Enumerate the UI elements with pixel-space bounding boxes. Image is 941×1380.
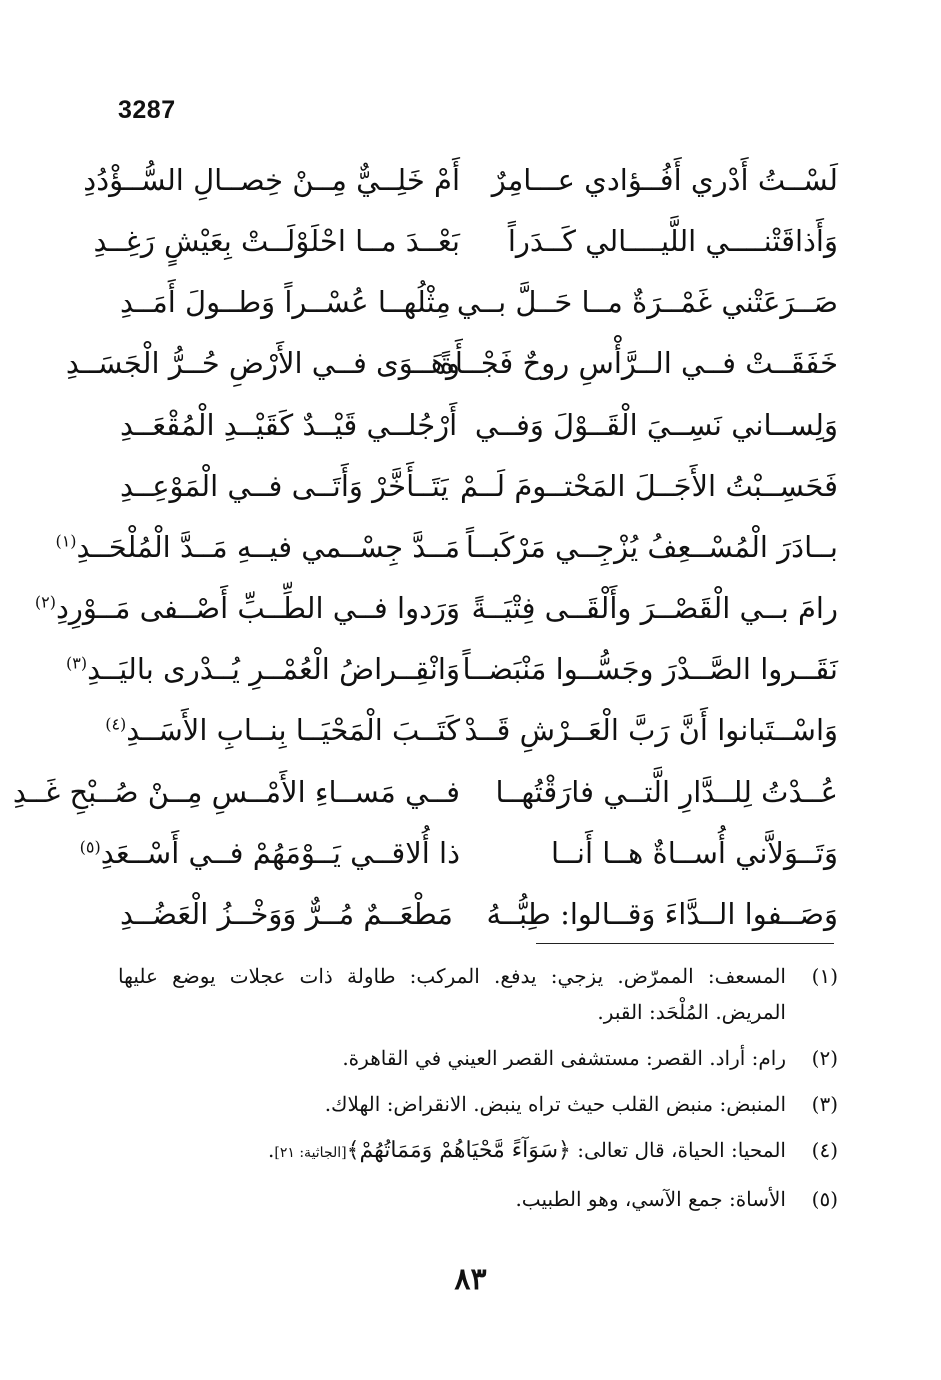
second-hemistich <box>120 284 460 322</box>
first-hemistich: وَلِســاني نَسِــيَ الْقَــوْلَ وَفــي <box>474 407 838 442</box>
footnote-divider <box>536 943 834 944</box>
footnote-ref: (٢) <box>34 592 57 612</box>
footnote-number: (٤) <box>811 1138 838 1162</box>
footnote-ref: (١) <box>55 531 77 551</box>
verse <box>105 701 838 762</box>
first-hemistich: صَــرَعَتْني غَمْــرَةٌ مــا حَــلَّ بــي <box>456 285 838 320</box>
second-hemistich <box>83 162 460 200</box>
hemistich-text: مَطْعَــمٌ مُــرٌّ وَوَخْــزُ الْعَضُــدِ <box>120 897 453 931</box>
footnote-number: (٥) <box>811 1187 838 1211</box>
verse <box>55 517 838 578</box>
second-hemistich <box>120 896 460 934</box>
hemistich-text: مِثْلُهــا عُسْــراً وَطــولَ أَمَــدِ <box>120 285 451 320</box>
second-hemistich <box>34 590 460 628</box>
second-hemistich <box>65 345 460 383</box>
hemistich-text: وَرَدوا فــي الطِّــبِّ أَصْــفى مَــوْرِدِ <box>56 591 460 626</box>
verse <box>79 823 838 884</box>
footnote <box>118 1040 838 1076</box>
hemistich-text: يَتَــأَخَّرْ وَأَتَــى فــي الْمَوْعِــدِ <box>120 468 449 503</box>
verse <box>120 395 838 456</box>
first-hemistich: وَتَــوَلاَّني أُســاةٌ هــا أَنــا <box>551 835 838 870</box>
footnotes <box>118 958 838 1227</box>
verse <box>65 334 838 395</box>
hemistich-text: أَرْجُلــي قَيْــدٌ كَقَيْــدِ الْمُقْعَــدِ <box>120 407 458 442</box>
footnote-text-before: المحيا: الحياة، قال تعالى: <box>570 1138 786 1162</box>
footnote-number: (٣) <box>811 1092 838 1116</box>
hemistich-text: كَتَــبَ الْمَحْيَــا بِنــابِ الأَسَــدِ <box>126 713 460 748</box>
first-hemistich: عُــدْتُ لِلــدَّارِ الَّتــي فارَقْتُهــا <box>495 774 838 809</box>
hemistich-text: مَــدَّ جِسْــمي فيــهِ مَــدَّ الْمُلْحَــدِ <box>76 529 460 564</box>
second-hemistich <box>65 651 460 689</box>
hemistich-text: فــي مَســاءِ الأَمْــسِ مِــنْ صُــبْحِ غَــدِ <box>12 774 460 809</box>
second-hemistich <box>105 712 460 750</box>
first-hemistich: رامَ بــي الْقَصْــرَ وأَلْقَــى فِتْيَــةً <box>471 591 838 626</box>
second-hemistich <box>79 835 460 873</box>
footnote-number: (٢) <box>811 1046 838 1070</box>
first-hemistich: خَفَقَــتْ فــي الــرَّأْسِ روحٌ فَجْــأَةً <box>439 346 838 381</box>
footnote-text: المسعف: الممرّض. يزجي: يدفع. المركب: طاولة ذات عجلات يوضع عليها المريض. المُلْحَد: القبر. <box>118 964 786 1024</box>
quran-quote: ﴿سَوَآءً مَّحْيَاهُمْ وَمَمَاتُهُمْ﴾ <box>346 1138 571 1163</box>
footnote-ref: (٣) <box>65 653 88 673</box>
surah-reference: [الجاثية: ٢١] <box>274 1145 347 1161</box>
verse <box>83 150 838 211</box>
first-hemistich: وَأَذاقَتْنــــي اللَّيــــالي كَــدَراً <box>507 223 838 258</box>
verse <box>120 884 838 945</box>
footnote-ref: (٥) <box>79 837 101 857</box>
scan-number: 3287 <box>118 96 176 124</box>
first-hemistich: وَصَــفوا الــدَّاءَ وَقــالوا: طِبُّــهُ <box>486 897 838 931</box>
page-number: ٨٣ <box>454 1262 487 1297</box>
first-hemistich: نَقَــروا الصَّــدْرَ وجَسُّــوا مَنْبَضــاً <box>462 652 838 687</box>
footnote-text: رام: أراد. القصر: مستشفى القصر العيني في القاهرة. <box>342 1046 786 1070</box>
verse <box>34 578 838 639</box>
hemistich-text: بَعْــدَ مــا احْلَوْلَــتْ بِعَيْشٍ رَغِــدِ <box>93 223 460 258</box>
first-hemistich: فَحَسِــبْتُ الأَجَــلَ المَحْتــومَ لَــمْ <box>460 468 838 503</box>
second-hemistich <box>55 529 460 567</box>
footnote-text-after: . <box>268 1138 275 1162</box>
verse <box>65 640 838 701</box>
first-hemistich: لَسْــتُ أَدْري أَفُــؤادي عـــامِرٌ <box>491 162 838 197</box>
second-hemistich <box>120 407 460 445</box>
footnote-text: المنبض: منبض القلب حيث تراه ينبض. الانقراض: الهلاك. <box>324 1092 786 1116</box>
verse <box>120 272 838 333</box>
hemistich-text: وَانْقِــراضُ الْعُمْــرِ يُــدْرى باليَــدِ <box>87 652 460 687</box>
verse <box>12 762 838 823</box>
footnote <box>118 958 838 1030</box>
second-hemistich <box>120 468 460 506</box>
footnote-number: (١) <box>811 964 838 988</box>
hemistich-text: وهَــوَى فــي الأَرْضِ حُــرُّ الْجَسَــدِ <box>65 346 460 381</box>
footnote-text <box>118 1132 786 1171</box>
second-hemistich <box>93 223 460 261</box>
verse <box>120 456 838 517</box>
footnote <box>118 1132 838 1171</box>
second-hemistich <box>12 774 460 812</box>
hemistich-text: ذا أُلاقــي يَــوْمَهُمْ فــي أَسْــعَدِ <box>100 835 460 870</box>
hemistich-text: أَمْ خَلِــيٌّ مِــنْ خِصــالِ السُّــؤْدُدِ <box>83 162 460 197</box>
poem <box>12 150 838 945</box>
footnote-ref: (٤) <box>105 714 127 734</box>
footnote <box>118 1181 838 1217</box>
first-hemistich: وَاسْــتَبانوا أَنَّ رَبَّ الْعَــرْشِ قَــدْ <box>464 713 838 748</box>
footnote <box>118 1086 838 1122</box>
footnote-text: الأساة: جمع الآسي، وهو الطبيب. <box>515 1187 786 1211</box>
first-hemistich: بــادَرَ الْمُسْــعِفُ يُزْجِــي مَرْكَبــاً <box>465 529 838 564</box>
verse <box>93 211 838 272</box>
